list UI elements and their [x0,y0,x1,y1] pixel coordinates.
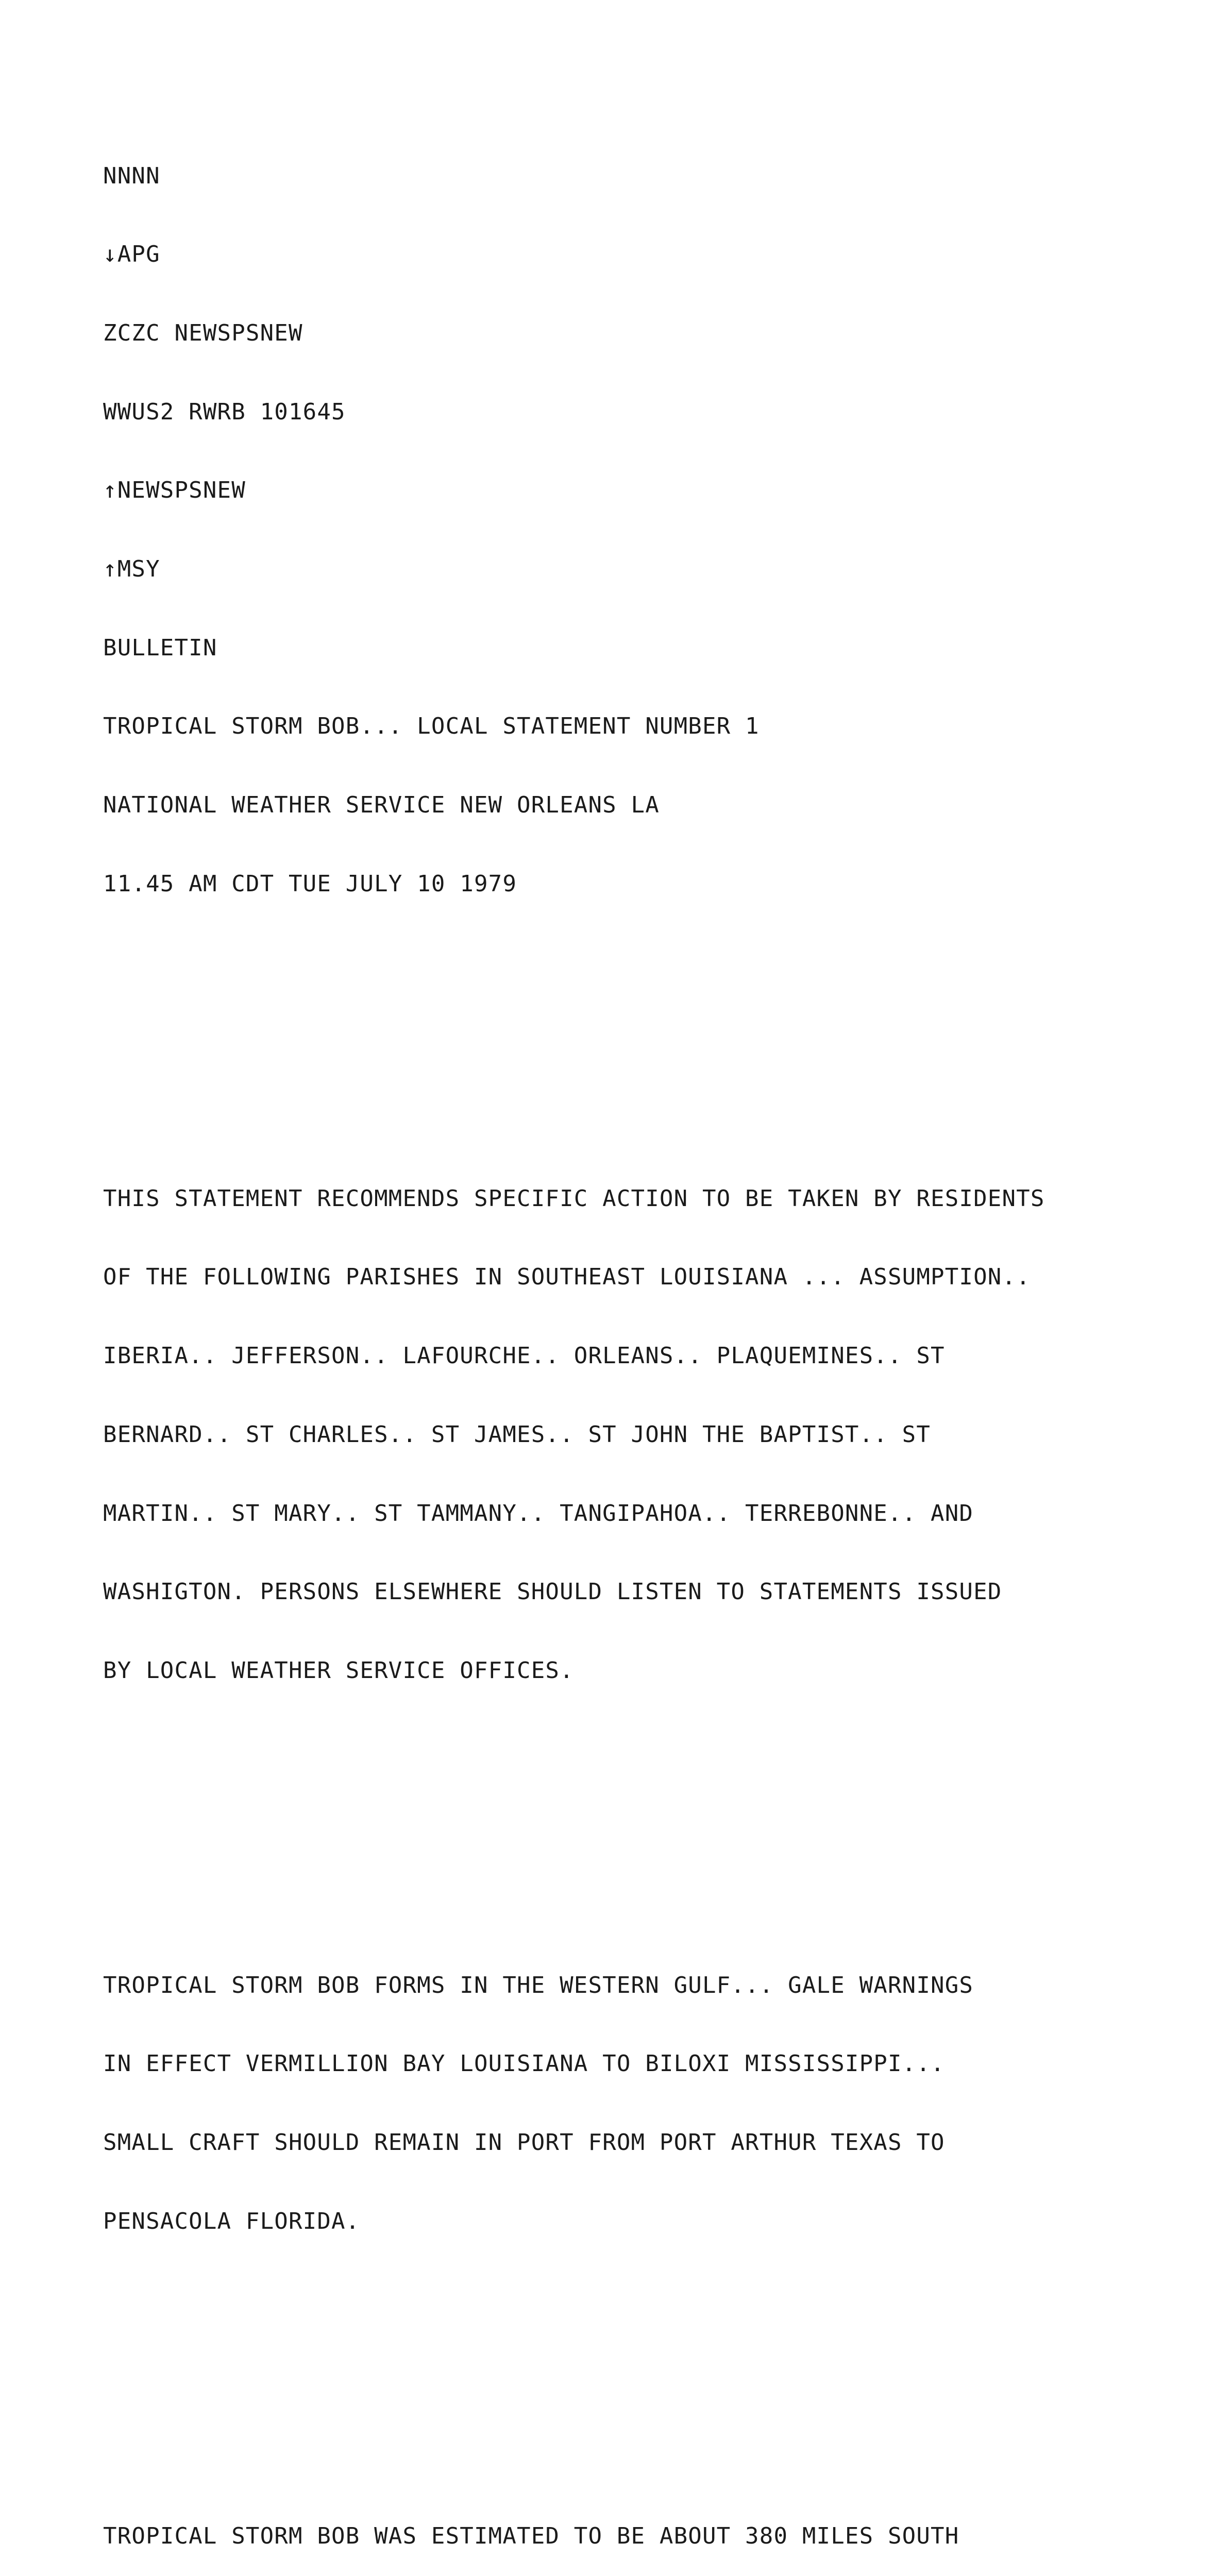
header-line-product: ↑NEWSPSNEW [103,477,246,504]
message-header [103,111,1159,950]
paragraph-gale-warnings [103,1920,1159,2287]
text-line: WASHIGTON. PERSONS ELSEWHERE SHOULD LISTEN TO STATEMENTS ISSUED [103,1579,1002,1605]
issuing-office: NATIONAL WEATHER SERVICE NEW ORLEANS LA [103,792,660,819]
text-line: SMALL CRAFT SHOULD REMAIN IN PORT FROM PORT ARTHUR TEXAS TO [103,2129,945,2156]
paragraph-gap [103,1815,1159,1841]
text-line: OF THE FOLLOWING PARISHES IN SOUTHEAST LOUISIANA ... ASSUMPTION.. [103,1264,1031,1291]
bulletin-text [103,32,1159,2576]
text-line: BERNARD.. ST CHARLES.. ST JAMES.. ST JOHN THE BAPTIST.. ST [103,1421,931,1448]
text-line: TROPICAL STORM BOB FORMS IN THE WESTERN GULF... GALE WARNINGS [103,1972,974,1998]
header-line-zczc: ZCZC NEWSPSNEW [103,319,303,346]
text-line: TROPICAL STORM BOB WAS ESTIMATED TO BE ABOUT 380 MILES SOUTH [103,2522,959,2549]
text-line: MARTIN.. ST MARY.. ST TAMMANY.. TANGIPAHOA.. TERREBONNE.. AND [103,1500,974,1527]
paragraph-storm-position [103,2471,1159,2576]
header-line-wmo-id: WWUS2 RWRB 101645 [103,398,346,425]
paragraph-gap [103,2366,1159,2392]
text-line: THIS STATEMENT RECOMMENDS SPECIFIC ACTION TO BE TAKEN BY RESIDENTS [103,1185,1045,1212]
text-line: IBERIA.. JEFFERSON.. LAFOURCHE.. ORLEANS.. PLAQUEMINES.. ST [103,1343,945,1369]
paragraph-gap [103,1028,1159,1055]
text-line: BY LOCAL WEATHER SERVICE OFFICES. [103,1657,574,1684]
issue-time: 11.45 AM CDT TUE JULY 10 1979 [103,870,517,897]
text-line: PENSACOLA FLORIDA. [103,2208,360,2234]
header-line-apg: ↓APG [103,241,160,268]
header-line-station: ↑MSY [103,556,160,583]
bulletin-label: BULLETIN [103,634,217,661]
statement-title: TROPICAL STORM BOB... LOCAL STATEMENT NUMBER 1 [103,713,760,740]
text-line: IN EFFECT VERMILLION BAY LOUISIANA TO BILOXI MISSISSIPPI... [103,2050,945,2077]
header-line-end-marker: NNNN [103,162,160,189]
paragraph-parishes [103,1133,1159,1737]
